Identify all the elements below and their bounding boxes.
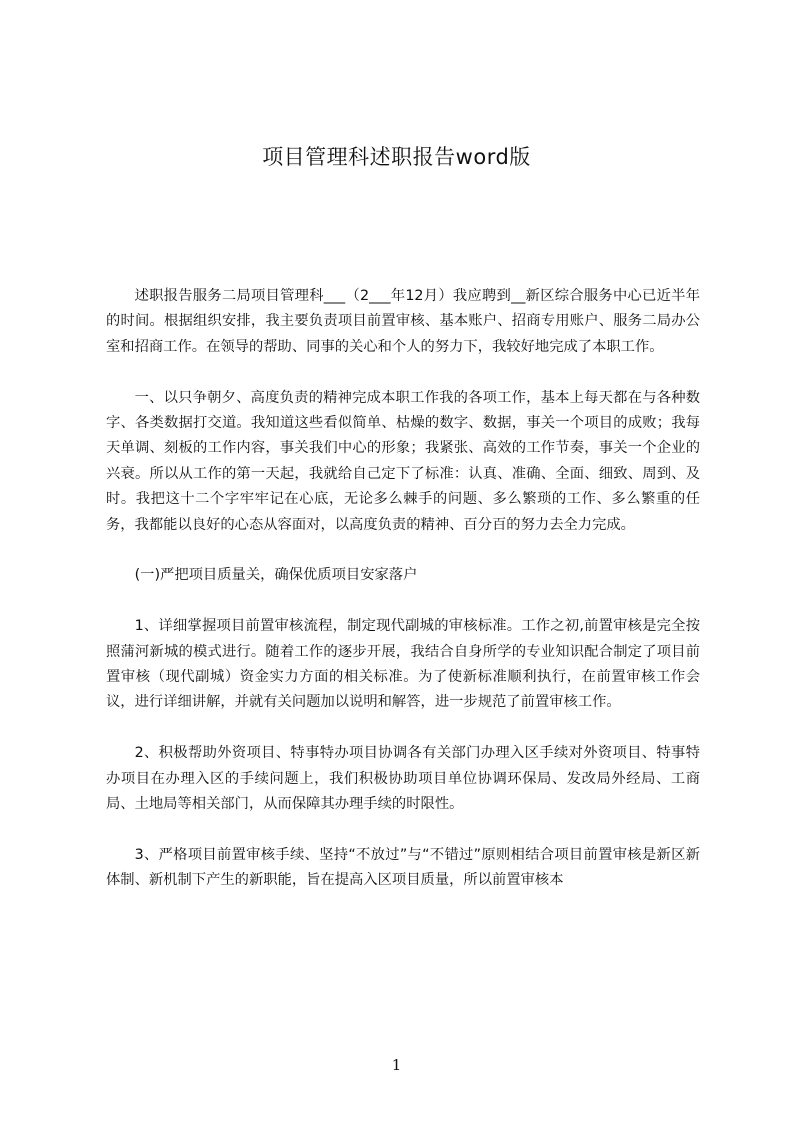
paragraph-item-1: 1、详细掌握项目前置审核流程，制定现代副城的审核标准。工作之初,前置审核是完全按照蒲河新城的模式进行。随着工作的逐步开展，我结合自身所学的专业知识配合制定了项目前置审核（现代副城）资金实力方面的相关标准。为了使新标准顺利执行，在前置审核工作会议，进行详细讲解，并就有关问题加以说明和解答，进一步规范了前置审核工作。	[106, 618, 700, 711]
paragraph-item-2: 2、积极帮助外资项目、特事特办项目协调各有关部门办理入区手续对外资项目、特事特办项目在办理入区的手续问题上，我们积极协助项目单位协调环保局、发改局外经局、工商局、土地局等相关部门，从而保障其办理手续的时限性。	[106, 745, 700, 813]
page-number: 1	[391, 1056, 402, 1074]
subsection-heading: (一)严把项目质量关，确保优质项目安家落户	[134, 567, 418, 584]
document-body	[106, 284, 700, 894]
document-title: 项目管理科述职报告word版	[262, 145, 531, 169]
paragraph-section-one: 一、以只争朝夕、高度负责的精神完成本职工作我的各项工作，基本上每天都在与各种数字、各类数据打交道。我知道这些看似简单、枯燥的数字、数据，事关一个项目的成败；我每天单调、刻板的工作内容，事关我们中心的形象；我紧张、高效的工作节奏，事关一个企业的兴衰。所以从工作的第一天起，我就给自己定下了标准：认真、准确、全面、细致、周到、及时。我把这十二个字牢牢记在心底，无论多么棘手的问题、多么繁琐的工作、多么繁重的任务，我都能以良好的心态从容面对，以高度负责的精神、百分百的努力去全力完成。	[106, 389, 700, 533]
paragraph-intro: 述职报告服务二局项目管理科___（2___年12月）我应聘到__新区综合服务中心已近半年的时间。根据组织安排，我主要负责项目前置审核、基本账户、招商专用账户、服务二局办公室和招商工作。在领导的帮助、同事的关心和个人的努力下，我较好地完成了本职工作。	[106, 288, 700, 355]
paragraph-item-3: 3、严格项目前置审核手续、坚持“不放过”与“不错过”原则相结合项目前置审核是新区新体制、新机制下产生的新职能，旨在提高入区项目质量，所以前置审核本	[106, 846, 700, 889]
